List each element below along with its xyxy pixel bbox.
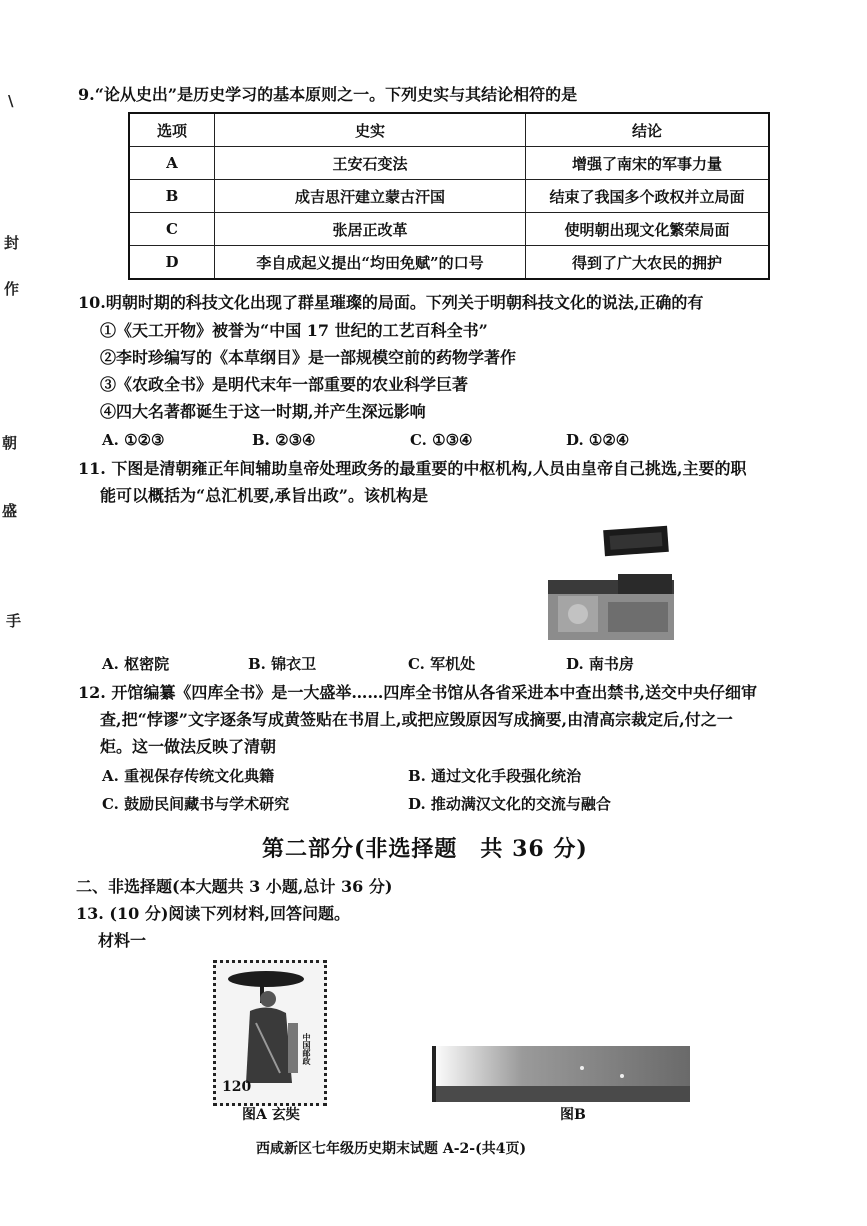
part2-title: 第二部分(非选择题 共 36 分) [262, 836, 588, 862]
table-row [129, 246, 769, 280]
row-d-fact: 李自成起义提出“均田免赋”的口号 [215, 246, 526, 280]
material-one-label: 材料一 [98, 931, 147, 950]
q11-option-a: A. 枢密院 [102, 655, 170, 673]
q10-item-4: ④四大名著都诞生于这一时期,并产生深远影响 [100, 402, 426, 421]
row-d-option: D [129, 246, 215, 280]
q10-item-2: ②李时珍编写的《本草纲目》是一部规模空前的药物学著作 [100, 348, 517, 367]
table-row [129, 180, 769, 213]
row-c-fact: 张居正改革 [215, 213, 526, 246]
margin-mark-1: \ [8, 92, 14, 110]
q12-option-c: C. 鼓励民间藏书与学术研究 [102, 795, 290, 813]
row-b-option: B [129, 180, 215, 213]
q10-option-b: B. ②③④ [252, 431, 316, 449]
q12-option-d: D. 推动满汉文化的交流与融合 [408, 795, 611, 813]
q10-option-c: C. ①③④ [410, 431, 473, 449]
q11-stem-line1: 11. 下图是清朝雍正年间辅助皇帝处理政务的最重要的中枢机构,人员由皇帝自己挑选,主要的职 [78, 459, 747, 478]
q11-option-d: D. 南书房 [566, 655, 634, 673]
row-a-fact: 王安石变法 [215, 147, 526, 180]
row-a-conclusion: 增强了南宋的军事力量 [526, 147, 770, 180]
row-c-conclusion: 使明朝出现文化繁荣局面 [526, 213, 770, 246]
page-footer: 西咸新区七年级历史期末试题 A-2-(共4页) [256, 1141, 527, 1157]
q11-option-b: B. 锦衣卫 [248, 655, 317, 673]
row-b-conclusion: 结束了我国多个政权并立局面 [526, 180, 770, 213]
xuanzang-stamp [213, 960, 327, 1106]
q9-stem: 9.“论从史出”是历史学习的基本原则之一。下列史实与其结论相符的是 [78, 85, 578, 104]
q12-line3: 炬。这一做法反映了清朝 [100, 737, 277, 756]
header-fact: 史实 [215, 113, 526, 147]
q10-option-a: A. ①②③ [102, 431, 165, 449]
q12-line1: 12. 开馆编纂《四库全书》是一大盛举……四库全书馆从各省采进本中查出禁书,送交中央仔细审 [78, 683, 757, 702]
margin-mark-5: 盛 [2, 502, 18, 520]
part2-section: 二、非选择题(本大题共 3 小题,总计 36 分) [76, 877, 393, 896]
q10-item-3: ③《农政全书》是明代末年一部重要的农业科学巨著 [100, 375, 469, 394]
figure-b-caption: 图B [560, 1107, 586, 1123]
margin-mark-3: 作 [4, 280, 20, 298]
q13-stem: 13. (10 分)阅读下列材料,回答问题。 [76, 904, 350, 923]
q10-item-1: ①《天工开物》被誉为“中国 17 世纪的工艺百科全书” [100, 321, 488, 340]
stamp-value: 120 [222, 1079, 252, 1095]
q11-stem-line2: 能可以概括为“总汇机要,承旨出政”。该机构是 [100, 486, 428, 505]
grand-council-photo [548, 524, 676, 642]
q9-table [128, 112, 770, 280]
q12-option-b: B. 通过文化手段强化统治 [408, 767, 582, 785]
margin-mark-2: 封 [4, 234, 20, 252]
row-c-option: C [129, 213, 215, 246]
table-row [129, 213, 769, 246]
header-conclusion: 结论 [526, 113, 770, 147]
q10-stem: 10.明朝时期的科技文化出现了群星璀璨的局面。下列关于明朝科技文化的说法,正确的有 [78, 293, 704, 312]
stamp-country-text: 中国邮政 [302, 1033, 312, 1065]
q12-option-a: A. 重视保存传统文化典籍 [102, 767, 275, 785]
q10-option-d: D. ①②④ [566, 431, 630, 449]
table-row [129, 147, 769, 180]
margin-mark-6: 手 [6, 612, 22, 630]
figure-b-photo [432, 1046, 690, 1102]
table-header-row [129, 113, 769, 147]
q12-line2: 查,把“悖谬”文字逐条写成黄签贴在书眉上,或把应毁原因写成摘要,由清高宗裁定后,付之一 [100, 710, 733, 729]
figure-a-caption: 图A 玄奘 [242, 1107, 300, 1123]
row-b-fact: 成吉思汗建立蒙古汗国 [215, 180, 526, 213]
q11-option-c: C. 军机处 [408, 655, 476, 673]
header-option: 选项 [129, 113, 215, 147]
margin-mark-4: 朝 [2, 434, 18, 452]
row-a-option: A [129, 147, 215, 180]
row-d-conclusion: 得到了广大农民的拥护 [526, 246, 770, 280]
